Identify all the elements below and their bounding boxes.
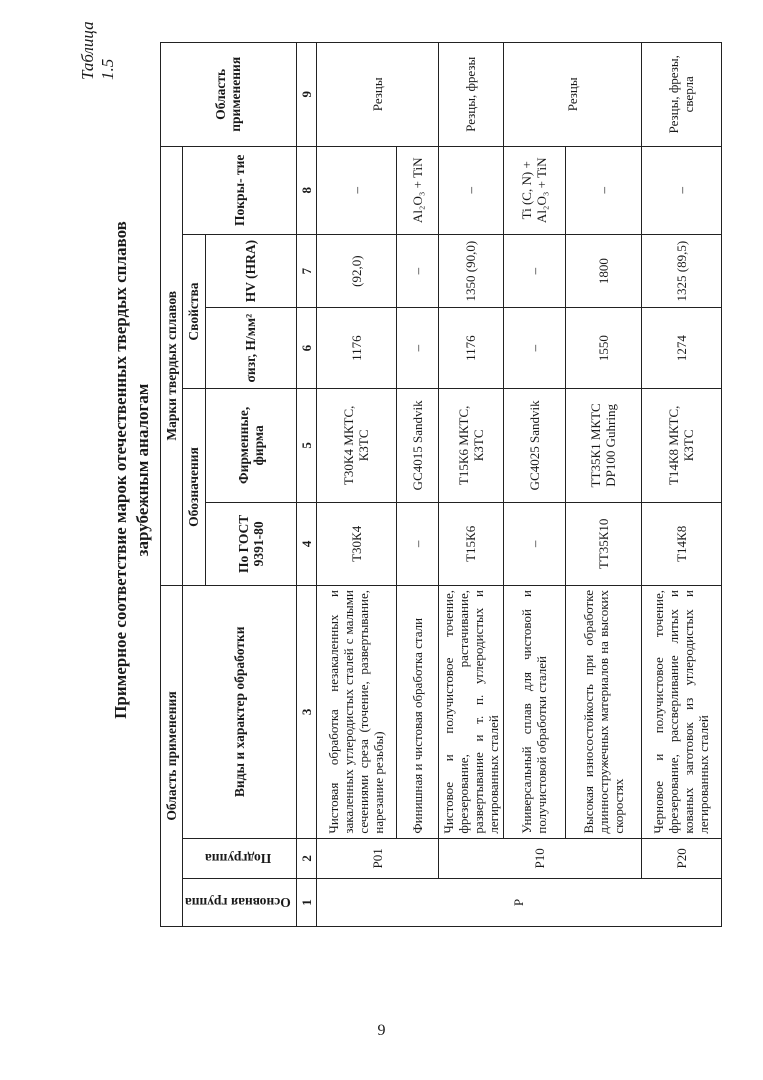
sigma-cell: 1550 [565,308,641,389]
subgroup-cell: P20 [641,838,721,878]
hv-cell: 1325 (89,5) [641,234,721,307]
header-area: Область применения [161,586,183,927]
coating-cell: – [438,146,503,234]
column-number: 9 [296,43,316,147]
column-number: 1 [296,879,316,927]
page-number: 9 [377,1022,386,1039]
processing-cell: Высокая износостойкость при обработке длинностружечных материалов на высоких скоростях [565,586,641,839]
application-cell: Резцы [503,43,641,147]
firm-cell: ТТ35К1 МКТС DP100 Guhring [565,389,641,503]
sigma-cell: – [503,308,565,389]
subgroup-cell: P01 [316,838,438,878]
header-subgroup: Подгруппа [183,838,297,878]
coating-cell: – [641,146,721,234]
sigma-cell: 1176 [316,308,396,389]
hv-cell: 1350 (90,0) [438,234,503,307]
title-line-1: Примерное соответствие марок отечественных твердых сплавов [111,221,130,719]
coating-cell: Al₂O₃ + TiN [396,146,438,234]
gost-cell: Т15К6 [438,502,503,585]
column-number: 8 [296,146,316,234]
column-number: 5 [296,389,316,503]
table-row [316,43,396,927]
column-number: 7 [296,234,316,307]
firm-cell: Т30К4 МКТС, КЗТС [316,389,396,503]
processing-cell: Чистовое и получистовое точение, фрезерование, растачивание, развертывание и т. п. углеродистых и легированных сталей [438,586,503,839]
gost-cell: Т14К8 [641,502,721,585]
processing-cell: Универсальный сплав для чистовой и получистовой обработки сталей [503,586,565,839]
hv-cell: – [503,234,565,307]
processing-cell: Финишная и чистовая обработка стали [396,586,438,839]
header-brands: Марки твердых сплавов [161,146,183,585]
coating-cell: – [316,146,396,234]
table-row [396,43,438,927]
table-row [438,43,503,927]
coating-cell: Ti (C, N) + Al₂O₃ + TiN [503,146,565,234]
header-firm: Фирменные, фирма [205,389,296,503]
header-designations: Обозначения [183,389,206,586]
gost-cell: – [396,502,438,585]
firm-cell: GC4025 Sandvik [503,389,565,503]
firm-cell: Т14К8 МКТС, КЗТС [641,389,721,503]
subgroup-cell: P10 [438,838,641,878]
header-coating: Покры- тие [183,146,297,234]
table-number: Таблица 1.5 [78,21,117,80]
sigma-cell: – [396,308,438,389]
header-main-group: Основная группа [183,879,297,927]
application-cell: Резцы [316,43,438,147]
sigma-cell: 1274 [641,308,721,389]
firm-cell: GC4015 Sandvik [396,389,438,503]
application-cell: Резцы, фрезы, сверла [641,43,721,147]
hv-cell: – [396,234,438,307]
alloy-table [160,42,722,927]
header-sigma: σизг, Н/мм² [205,308,296,389]
header-hv: HV (HRA) [205,234,296,307]
hv-cell: 1800 [565,234,641,307]
header-properties: Свойства [183,234,206,388]
column-number: 6 [296,308,316,389]
table-row [503,43,565,927]
header-processing: Виды и характер обработки [183,586,297,839]
column-number: 4 [296,502,316,585]
firm-cell: Т15К6 МКТС, КЗТС [438,389,503,503]
coating-cell: – [565,146,641,234]
table-row [641,43,721,927]
gost-cell: ТТ35К10 [565,502,641,585]
processing-cell: Черновое и получистовое точение, фрезерование, рассверливание литых и кованых заготовок из углеродистых и легированных сталей [641,586,721,839]
processing-cell: Чистовая обработка незакаленных и закаленных углеродистых сталей с малыми сечениями среза (точение, развертывание, нарезание резьбы) [316,586,396,839]
header-application: Область применения [161,43,297,147]
column-number: 2 [296,838,316,878]
header-gost: По ГОСТ 9391-80 [205,502,296,585]
application-cell: Резцы, фрезы [438,43,503,147]
table-title [110,20,154,920]
gost-cell: – [503,502,565,585]
title-line-2: зарубежным аналогам [133,383,152,557]
table-row [565,43,641,927]
column-number: 3 [296,586,316,839]
sigma-cell: 1176 [438,308,503,389]
main-group-cell: P [316,879,721,927]
hv-cell: (92,0) [316,234,396,307]
gost-cell: Т30К4 [316,502,396,585]
